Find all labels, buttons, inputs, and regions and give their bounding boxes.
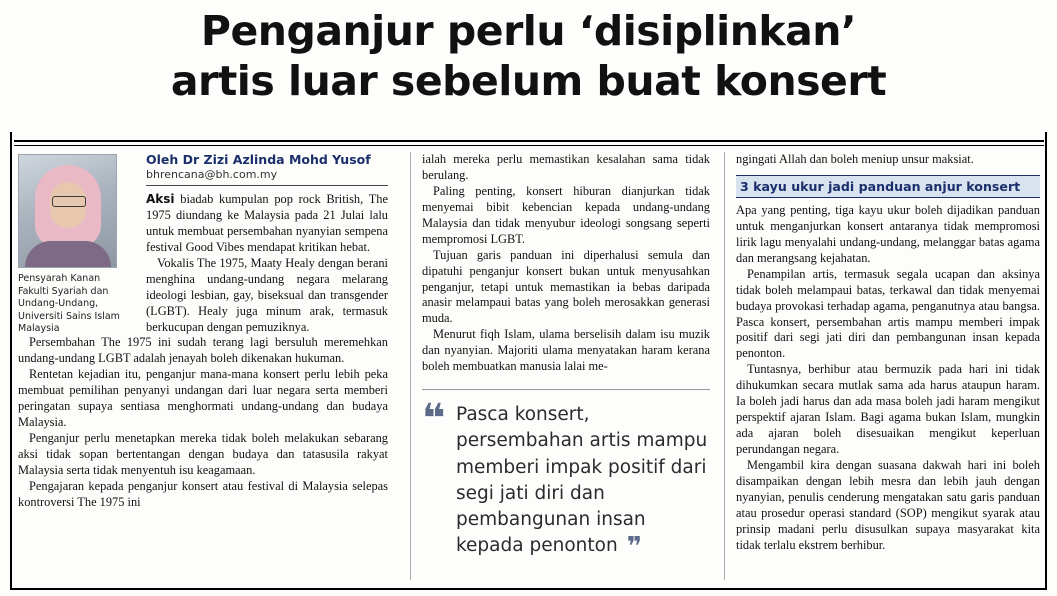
paragraph: Menurut fiqh Islam, ulama berselisih dalam isu muzik dan nyanyian. Majoriti ulama menyatakan haram kerana boleh membuatkan manusia lalai me-	[422, 327, 710, 374]
paragraph: Apa yang penting, tiga kayu ukur boleh dijadikan panduan untuk menganjurkan konsert antaranya tidak mempromosi lirik lagu menyalahi undang-undang, melanggar batas agama dan merangsang kejahatan.	[736, 202, 1040, 265]
paragraph: Paling penting, konsert hiburan dianjurkan tidak menyemai bibit kebencian kepada undang-undang Malaysia dan tidak menyubur ideologi songsang seperti mempromosi LGBT.	[422, 183, 710, 246]
column-divider-2	[724, 152, 725, 580]
paragraph: Mengambil kira dengan suasana dakwah hari ini boleh disampaikan dengan lebih mesra dan lebih jauh dengan nyanyian, penulis cenderung mengatakan satu garis panduan atau prosedur operasi standard (SOP) mengikut syarak atau prinsip madani perlu disusulkan supaya masyarakat kita tidak terlalu ekstrem berhibur.	[736, 457, 1040, 552]
byline-email[interactable]: bhrencana@bh.com.my	[146, 168, 278, 181]
lead-in-word: Aksi	[146, 192, 175, 206]
avatar-glasses-shape	[52, 196, 86, 207]
paragraph: Tujuan garis panduan ini diperhalusi semula dan dipatuhi penganjur konsert bukan untuk menyusahkan penganjur, tetapi untuk memastikan ia bebas daripada anasir melampaui batas yang boleh merosakkan generasi muda.	[422, 247, 710, 326]
paragraph-rest: biadab kumpulan pop rock British, The 1975 diundang ke Malaysia pada 21 Julai lalu untuk membuat persembahan nyanyian sempena festival Good Vibes mendapat kritikan hebat.	[146, 192, 388, 254]
paragraph: Pengajaran kepada penganjur konsert atau festival di Malaysia selepas kontroversi The 1975 ini	[18, 478, 388, 509]
pull-quote-text: Pasca konsert, persembahan artis mampu memberi impak positif dari segi jati diri dan pembangunan insan kepada penonton	[456, 404, 708, 557]
quote-close-icon: ❞	[617, 532, 642, 563]
divider-top-thick	[14, 140, 1044, 142]
avatar-body-shape	[25, 241, 111, 267]
paragraph: Penganjur perlu menetapkan mereka tidak boleh melakukan sebarang aksi tidak sopan bertentangan dengan budaya dan tatasusila rakyat Malaysia serta tidak menyentuh isu keagamaan.	[18, 431, 388, 477]
paragraph: Vokalis The 1975, Maaty Healy dengan berani menghina undang-undang negara melarang ideologi lesbian, gay, biseksual dan transgender (LGBT). Healy juga minum arak, termasuk berkucupan dengan pemuziknya.	[146, 255, 388, 334]
byline-author: Oleh Dr Zizi Azlinda Mohd Yusof	[146, 152, 371, 167]
paragraph	[146, 192, 388, 256]
frame-bottom-border	[10, 588, 1047, 590]
frame-left-border	[10, 132, 12, 590]
article-columns	[18, 152, 1040, 582]
frame-right-border	[1045, 132, 1047, 590]
author-photo-block	[18, 154, 136, 336]
paragraph: Penampilan artis, termasuk segala ucapan dan aksinya tidak boleh melampaui batas, terkawal dan tidak menyemai budaya provokasi terhadap agama, penganutnya atau bangsa. Pasca konsert, persembahan artis mampu memberi impak positif dari segi jati diri dan pembangunan insan kepada penonton.	[736, 266, 1040, 361]
column-3-text-bottom	[736, 203, 1040, 554]
column-1-text-bottom	[18, 335, 388, 510]
headline-line-2: artis luar sebelum buat konsert	[170, 57, 887, 106]
paragraph: Tuntasnya, berhibur atau bermuzik pada hari ini tidak dihukumkan secara mutlak sama ada harus ataupun haram. Ia boleh jadi harus dan ada masa boleh jadi haram mengikut perspektif ajaran Islam. Bagi agama bukan Islam, mungkin ada ajaran boleh disesuaikan mengikut keperluan perundangan negara.	[736, 362, 1040, 456]
article-column-3	[736, 152, 1040, 554]
headline-line-1: Penganjur perlu ‘disiplinkan’	[200, 7, 857, 55]
paragraph: Persembahan The 1975 ini sudah terang lagi bersuluh meremehkan undang-undang LGBT adalah jenayah boleh dikenakan hukuman.	[18, 335, 388, 366]
paragraph: ngingati Allah dan boleh meniup unsur maksiat.	[736, 152, 974, 166]
page-title	[0, 6, 1057, 106]
author-photo-caption: Pensyarah Kanan Fakulti Syariah dan Undang-Undang, Universiti Sains Islam Malaysia	[18, 273, 120, 335]
byline-divider	[146, 185, 388, 186]
column-2-text	[422, 152, 710, 375]
column-3-text-top	[736, 152, 1040, 168]
quote-open-icon: ❝	[422, 396, 446, 443]
avatar	[18, 154, 117, 268]
article-column-1	[18, 152, 388, 511]
pull-quote	[422, 389, 710, 563]
divider-top-thin	[14, 145, 1044, 146]
pull-quote-text-wrapper	[422, 396, 710, 563]
paragraph: Rentetan kejadian itu, penganjur mana-mana konsert perlu lebih peka membuat pemilihan penyanyi undangan dari luar negara serta memberi peringatan supaya sentiasa menghormati undang-undang dan budaya Malaysia.	[18, 367, 388, 430]
paragraph: ialah mereka perlu memastikan kesalahan sama tidak berulang.	[422, 152, 710, 182]
article-column-2	[422, 152, 710, 563]
section-subheading: 3 kayu ukur jadi panduan anjur konsert	[736, 175, 1040, 198]
column-divider-1	[410, 152, 411, 580]
